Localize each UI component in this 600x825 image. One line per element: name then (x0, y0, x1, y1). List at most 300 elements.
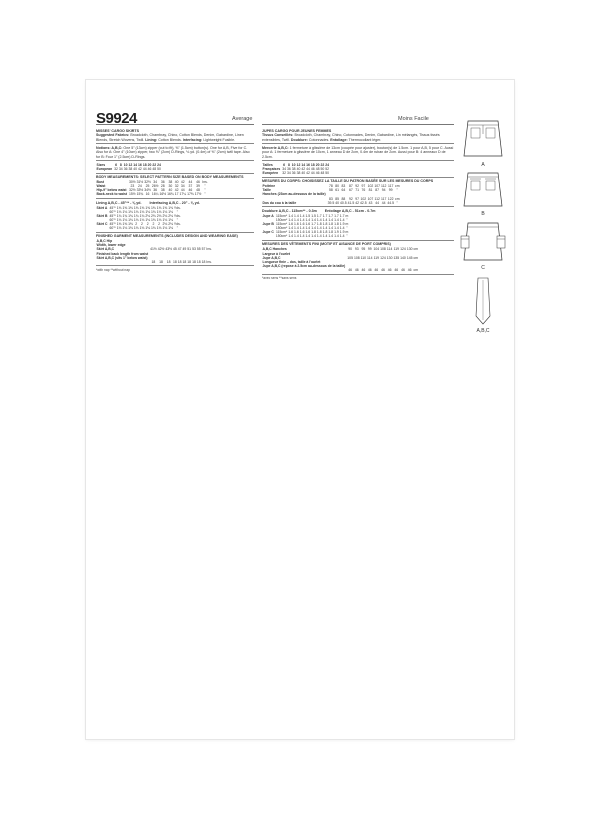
table-cell: 1⅛ (128, 209, 133, 214)
table-cell: 99 (367, 247, 372, 252)
table-cell: 40 (133, 166, 138, 171)
table-row (96, 167, 161, 171)
table-cell: 124 (380, 255, 386, 260)
fabrics-en: Suggested Fabrics: Broadcloth, Chambray, Chino, Cotton Blends, Denim, Gabardine, Linen Blends, Stretch Wovens, Twill. Lining: Cotton Blends. Interfacing: Lightweight Fusible. (96, 133, 244, 142)
table-cell: 64 (341, 188, 346, 193)
table-cell: 14 (301, 162, 306, 167)
table-cell: 42 (306, 171, 310, 176)
table-cell: 44 (188, 180, 193, 185)
table-cell: 1⅛ (139, 217, 145, 222)
table-cell: 93 (354, 247, 359, 252)
table-cell: 36 (123, 166, 128, 171)
table-cell: 1.7 (334, 213, 339, 218)
table-cell: 1⅛ (116, 217, 122, 222)
table-cell: 49 (182, 247, 187, 252)
table-cell: 83 (341, 184, 346, 189)
table-cell: 135 (393, 255, 400, 260)
table-cell: 1⅛ (122, 217, 128, 222)
table-cell: 1⅛ (145, 217, 151, 222)
table-cell: 34 (282, 166, 286, 171)
table-cell: 60"* (109, 209, 116, 214)
body-table-en (96, 180, 208, 196)
table-cell: 46 (374, 267, 379, 272)
table-cell: Skirt C (96, 222, 108, 226)
table-cell: 80 (335, 184, 340, 189)
table-cell: 114 (367, 255, 373, 260)
table-cell: 39 (196, 184, 200, 189)
table-row (262, 201, 400, 205)
table-cell: 2 (146, 222, 149, 226)
table-cell: Back-neck to waist (96, 192, 128, 197)
table-cell: 1.4 (311, 226, 316, 231)
table-cell: 40 (174, 180, 179, 185)
view-c-label: C (481, 265, 485, 271)
table-cell: 18 (159, 259, 163, 264)
table-cell: 1⅜ (156, 205, 162, 210)
level-fr: Moins Facile (398, 116, 429, 122)
table-cell: 44 (306, 166, 310, 171)
table-cell: 1⅛ (156, 209, 162, 214)
table-cell: 20 (315, 162, 320, 167)
table-cell: 32½ (144, 180, 151, 185)
table-cell: 1⅛ (133, 209, 139, 214)
table-cell: European (96, 166, 113, 171)
table-cell: 8 (287, 162, 290, 167)
table-cell: 1.4 (294, 234, 299, 239)
table-cell: Hanches (23cm au-dessous de la taille) (262, 192, 326, 197)
table-cell: 1.4 (294, 213, 299, 218)
table-cell: 1.4 (311, 217, 316, 222)
table-cell: 17⅜ (187, 192, 194, 197)
table-cell: 42 (174, 188, 179, 193)
sizes-table-en (96, 163, 161, 171)
table-cell: 87 (375, 188, 380, 193)
table-cell: Jupe A,B,C (262, 255, 281, 260)
table-cell: 1¾ (116, 213, 122, 218)
yardage-table-fr (262, 214, 349, 239)
table-cell: 46 (188, 188, 193, 193)
table-cell: 44 (142, 166, 147, 171)
table-cell: Skirt A,B,C (sits 1" below waist) (96, 255, 148, 260)
table-cell: 17 (174, 192, 179, 197)
table-cell: Skirt A,B,C (96, 247, 115, 252)
table-cell: Hip-9" below waist (96, 188, 127, 193)
table-cell: 2⅛ (156, 213, 162, 218)
level-en: Average (232, 116, 253, 122)
table-cell: A,B,C Hip (96, 239, 113, 244)
table-cell: 115cm* (275, 230, 288, 235)
table-cell: m (345, 222, 349, 226)
table-cell: 2⅛ (162, 213, 168, 218)
table-cell: 46 (361, 267, 366, 272)
table-cell: 104 (373, 247, 380, 252)
table-cell: 140 (400, 255, 406, 260)
table-cell: 1.4 (305, 217, 311, 222)
english-column (96, 127, 254, 272)
table-cell: 83 (329, 196, 333, 201)
table-cell: 10 (123, 162, 128, 167)
table-cell: 41.5 (347, 200, 355, 205)
finished-head-en: FINISHED GARMENT MEASUREMENTS (INCLUDES DESIGN AND WEARING EASE) (96, 234, 238, 239)
table-cell: 51 (187, 247, 192, 252)
table-cell: 130 (406, 247, 413, 252)
table-cell: 1⅛ (156, 217, 162, 222)
table-cell: 1.4 (305, 234, 311, 239)
table-cell: 2 (152, 222, 155, 226)
table-cell: 1⅜ (151, 205, 156, 210)
table-cell: 2 (141, 222, 143, 226)
table-cell: 34½ (144, 188, 151, 193)
yardage-table-en (96, 206, 181, 231)
table-cell: 46 (407, 267, 412, 272)
table-cell: 23 (130, 184, 135, 189)
table-cell: 1⅜ (162, 205, 168, 210)
table-cell: 1⅛ (168, 209, 173, 214)
table-cell: Européen (262, 171, 279, 176)
table-cell: 46 (310, 166, 315, 171)
table-cell (96, 260, 150, 264)
table-cell: 32 (114, 166, 118, 171)
table-cell: 1.4 (339, 217, 345, 222)
table-cell: 46 (387, 267, 392, 272)
footnote-en: *with nap **without nap (96, 267, 130, 272)
table-row (262, 234, 349, 238)
table-cell: 76 (361, 188, 366, 193)
table-cell: 1⅛ (168, 226, 173, 231)
header-rule-fr (262, 124, 454, 125)
table-cell (262, 234, 275, 238)
table-cell: 18 (187, 259, 192, 264)
table-cell: 18 (182, 259, 187, 264)
table-cell: 85 (335, 196, 340, 201)
table-cell: m (345, 213, 349, 218)
table-cell: 16½ (159, 192, 167, 197)
table-cell: 1.4 (299, 226, 305, 231)
table-cell: 92 (349, 196, 353, 201)
title-fr: JUPES CARGO POUR JEUNES FEMMES (262, 128, 332, 133)
table-cell: 95 (361, 247, 366, 252)
table-cell: 18 (201, 259, 206, 264)
table-cell: 16 (306, 162, 310, 167)
table-cell: cm (395, 184, 400, 189)
table-cell: 1⅛ (151, 217, 156, 222)
view-abc-belt-drawing (470, 276, 496, 326)
table-cell: 18 (172, 259, 177, 264)
table-cell: " (396, 188, 398, 193)
table-cell: 46 (367, 267, 372, 272)
table-cell: cm (395, 196, 400, 201)
table-cell: " (346, 234, 348, 239)
table-cell: 1⅛ (151, 209, 156, 214)
table-cell: 43½ (165, 247, 172, 252)
table-cell: 1.8 (334, 222, 339, 226)
table-cell: 1⅜ (122, 205, 128, 210)
table-cell: 60"* (109, 217, 116, 222)
table-cell: 36 (153, 188, 158, 193)
table-cell: 92 (355, 184, 360, 189)
table-cell: 112 (380, 184, 387, 189)
table-cell: cm (413, 267, 419, 272)
table-cell: 1.5 (305, 213, 311, 218)
table-cell: 58 (329, 188, 333, 193)
table-cell: " (396, 200, 398, 205)
table-cell: 16¼ (151, 192, 159, 197)
table-cell: Skirt B (96, 213, 108, 218)
table-cell: 16 (145, 192, 150, 197)
table-cell: m (345, 230, 349, 235)
view-b-drawing (462, 170, 504, 210)
body-head-fr: MESURES DU CORPS: CHOISISSEZ LA TAILLE DU PATRON BASÉE SUR LES MESURES DU CORPS (262, 179, 434, 184)
table-cell: 71 (355, 188, 360, 193)
table-cell: 45"* (109, 222, 116, 226)
table-cell: Poitrine (262, 184, 276, 189)
table-cell: 47 (177, 247, 182, 252)
table-cell: 60"* (109, 226, 116, 231)
table-cell: 1.7 (328, 213, 334, 218)
table-row (96, 260, 212, 264)
fabrics-fr: Tissus Conseillés: Broadcloth, Chambray, Chino, Cotonnades, Denim, Gabardine, Lin mélangés, Tissus tissés extensibles, Twill. Doublure: Cotonnades. Entoilage: Thermocollant léger. (262, 133, 440, 142)
table-cell: Skirt A (96, 205, 108, 210)
table-cell: 1.9 (334, 230, 339, 235)
table-cell: 1⅛ (133, 226, 139, 231)
table-cell: 38 (296, 171, 301, 176)
footnote-fr: *avec sens **sans sens (262, 276, 297, 281)
table-cell: 1.4 (294, 217, 299, 222)
table-cell: 1.4 (299, 213, 305, 218)
table-cell: 18 (166, 259, 171, 264)
table-cell: 117 (380, 196, 387, 201)
table-cell: 110 (360, 255, 367, 260)
table-cell: 52 (325, 166, 330, 171)
table-cell: 1⅜ (116, 205, 122, 210)
table-cell: Ins. (206, 259, 212, 264)
table-cell: 25 (145, 184, 150, 189)
table-cell: Sizes (96, 162, 106, 167)
table-cell: 38 (128, 166, 133, 171)
table-cell: 1.7 (339, 213, 345, 218)
table-cell: 1.5 (311, 213, 316, 218)
table-cell: Jupe A (262, 213, 274, 218)
table-cell: 1⅜ (122, 222, 128, 226)
table-cell: 40 (168, 188, 173, 193)
table-row (96, 192, 208, 196)
table-cell: Waist (96, 184, 106, 189)
table-cell: 115cm* (275, 222, 288, 226)
table-cell: 1⅛ (122, 226, 128, 231)
table-cell: 2⅛ (168, 222, 173, 226)
finished-head-fr: MESURES DES VÊTEMENTS FINI (MOTIF ET AISANCE DE PORT COMPRIS) (262, 242, 391, 247)
table-cell: 48 (320, 171, 325, 176)
table-cell: 28 (160, 184, 165, 189)
table-cell: 22 (152, 162, 157, 167)
table-cell: 1.4 (316, 226, 322, 231)
table-cell: 53 (192, 247, 196, 252)
table-cell: 2⅛ (162, 222, 168, 226)
table-cell: " (176, 209, 178, 214)
table-cell: 18 (196, 259, 201, 264)
table-cell: 50 (325, 171, 330, 176)
table-cell: 119 (373, 255, 379, 260)
table-cell: 1⅛ (151, 226, 156, 231)
table-cell: 1.4 (322, 217, 328, 222)
table-cell: 87 (349, 184, 353, 189)
table-cell: 31½ (136, 180, 144, 185)
table-cell: 1.6 (288, 222, 294, 226)
title-en: MISSES' CARGO SKIRTS (96, 128, 139, 133)
table-cell: 1.6 (294, 222, 299, 226)
table-cell: 36 (291, 171, 296, 176)
table-cell: 1⅛ (156, 226, 162, 231)
table-cell: 1⅜ (145, 205, 151, 210)
interfacing-yard-en: Interfacing A,B,C - 20" - ⅜ yd. (149, 200, 200, 205)
table-cell: 1⅜ (116, 222, 122, 226)
table-cell: 1¾ (139, 213, 145, 218)
table-cell: 42 (138, 166, 142, 171)
table-cell: 1.4 (288, 213, 294, 218)
table-cell: A,B,C Hanches (262, 247, 287, 252)
table-cell: 44 (310, 171, 315, 176)
table-cell: 1⅛ (116, 226, 122, 231)
table-cell: 48 (152, 166, 157, 171)
table-cell: 45"* (109, 205, 116, 210)
table-cell: 1.4 (334, 226, 339, 231)
table-cell: " (204, 188, 206, 193)
table-cell: 12 (296, 162, 301, 167)
table-cell: 150cm* (275, 226, 288, 231)
table-cell: Yds. (173, 213, 181, 218)
table-cell: 1.8 (311, 230, 316, 235)
table-cell: 1⅜ (128, 222, 133, 226)
table-cell: 42.5 (360, 200, 367, 205)
table-cell: 32 (282, 171, 286, 176)
table-cell: 46 (354, 267, 359, 272)
table-cell: 46 (381, 267, 385, 272)
table-cell: 1⅜ (128, 205, 133, 210)
table-cell: 1.4 (339, 226, 345, 231)
table-cell: 117 (387, 184, 394, 189)
table-cell: 38 (160, 188, 165, 193)
table-cell: 34 (153, 180, 158, 185)
table-cell: 40 (301, 171, 306, 176)
table-cell: 48 (196, 188, 200, 193)
table-cell: 94 (381, 188, 386, 193)
table-cell: Taille (262, 188, 271, 193)
table-cell: 1.6 (299, 230, 305, 235)
table-row (262, 171, 330, 175)
table-cell: 18 (142, 162, 147, 167)
table-cell: 99 (388, 188, 393, 193)
table-cell: 55 (196, 247, 201, 252)
table-cell: Finished back length from waist (96, 251, 149, 256)
table-cell: Width, lower edge (96, 243, 126, 248)
table-cell: cm (413, 255, 419, 260)
table-cell: 1.4 (322, 226, 328, 231)
table-cell: 18 (310, 162, 315, 167)
table-cell: 1.4 (311, 234, 316, 239)
table-cell: 1.7 (311, 222, 316, 226)
table-cell: 46 (401, 267, 405, 272)
table-cell: 1.7 (316, 213, 322, 218)
table-cell: Ins. (202, 180, 208, 185)
table-cell: 1.4 (316, 217, 322, 222)
table-cell: 97 (361, 184, 366, 189)
table-cell: 22 (320, 162, 325, 167)
table-cell: 10 (291, 162, 296, 167)
table-cell: 32½ (129, 188, 136, 193)
table-cell: 1.4 (288, 234, 294, 239)
table-cell: 1⅛ (128, 217, 133, 222)
table-cell: 112 (374, 196, 380, 201)
table-cell: 97 (355, 196, 360, 201)
table-cell (96, 226, 109, 230)
table-cell: 1.6 (294, 230, 299, 235)
table-cell: " (346, 226, 348, 231)
table-cell: 44 (381, 200, 386, 205)
table-cell: 34 (118, 166, 123, 171)
table-cell: " (204, 192, 206, 197)
table-cell: " (346, 217, 348, 222)
table-cell: 1.9 (339, 222, 345, 226)
table-cell: 1.4 (294, 226, 299, 231)
notions-en: Notions: A,B,C: One 5" (13cm) zipper (cut to fit), ⅝" (1.5cm) button(s). One for A,B, Five for C. Also for A: One 4" (10cm) zipper, two ⅝" (2cm) D-Rings, ⅛ yd. (0.4m) of ⅝" (2cm) twill tape. Also for B: Four 1" (2.5cm) D-Rings. (96, 145, 250, 159)
table-cell: 18 (177, 259, 182, 264)
table-cell: 50 (157, 166, 161, 171)
table-cell: 24 (138, 184, 142, 189)
table-cell: 44 (180, 188, 185, 193)
table-cell: 2⅛ (151, 213, 156, 218)
table-cell: 40.5 (340, 200, 347, 205)
table-cell: 1.4 (334, 217, 339, 222)
table-cell: 39.5 (327, 200, 335, 205)
header-rule-en (96, 124, 254, 125)
table-cell: 1.4 (299, 234, 305, 239)
table-cell: 1.4 (328, 234, 334, 239)
table-cell: 46 (147, 166, 152, 171)
table-cell: Longueur finie – dos, taille à l'ourlet (262, 259, 321, 264)
table-cell: 1⅛ (162, 217, 168, 222)
view-a-drawing (462, 118, 504, 160)
table-cell: 1.6 (305, 222, 311, 226)
table-cell: 34 (287, 171, 291, 176)
table-cell: 130 (386, 255, 393, 260)
table-cell: " (176, 217, 178, 222)
notions-fr: Mercerie A,B,C: 1 fermeture à glissière de 13cm (coupée pour ajuster), bouton(s) de 1.5cm. 1 pour A,B, 5 pour C. Aussi pour A: 1 fermeture à glissière de 10cm, 1 anneau D de 2cm, 0.4m de ruban de 2cm. Aussi pour B: 4 anneaux D de 2.5cm. (262, 145, 454, 159)
table-cell: 38 (291, 166, 296, 171)
table-cell: 34 (180, 184, 185, 189)
table-cell: 88 (341, 196, 346, 201)
table-cell: 1.8 (322, 222, 328, 226)
table-cell: 6 (283, 162, 286, 167)
table-cell: 14 (133, 162, 138, 167)
table-cell: 1.4 (322, 234, 328, 239)
table-cell: 36 (287, 166, 291, 171)
table-cell: 1.9 (339, 230, 345, 235)
table-cell: 41½ (150, 247, 157, 252)
table-cell: 17½ (194, 192, 202, 197)
table-cell: 1.4 (334, 234, 339, 239)
table-cell: 1.8 (316, 230, 322, 235)
table-cell: 1⅛ (145, 226, 151, 231)
body-table-fr (262, 184, 400, 204)
table-cell: " (204, 184, 206, 189)
table-cell: 17¼ (179, 192, 187, 197)
table-cell: 30 (168, 184, 173, 189)
table-cell: 108 (353, 255, 360, 260)
table-cell: Tailles (262, 162, 273, 167)
table-cell: 1⅛ (168, 217, 173, 222)
table-cell: 48 (315, 166, 320, 171)
table-cell: 18 (151, 259, 156, 264)
